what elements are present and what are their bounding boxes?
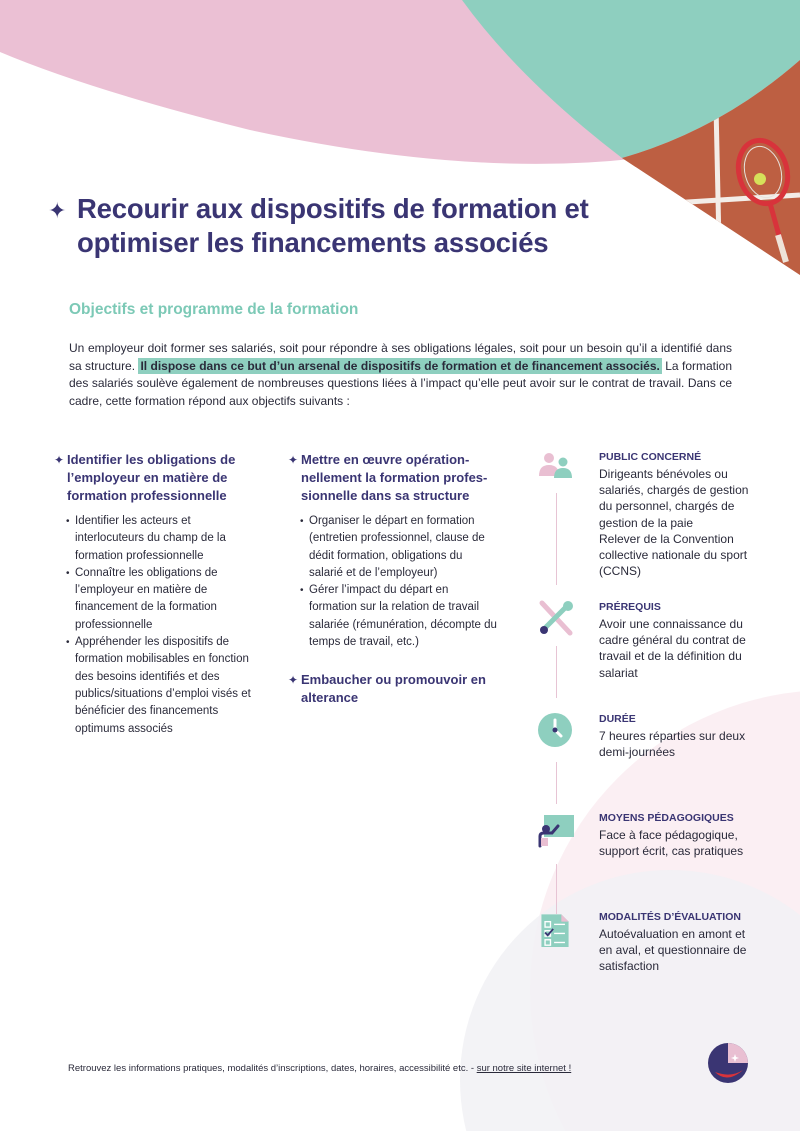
star-icon: ✦ [54, 453, 65, 467]
connector-line [556, 493, 557, 585]
objective-title [288, 671, 498, 707]
info-body: 7 heures réparties sur deux demi-journées [599, 729, 746, 760]
objective-bullets [54, 513, 262, 738]
teacher-board-icon [536, 810, 574, 848]
list-item: • Gérer l’impact du départ en formation sur la relation de travail salariée (rémunération, décompte du temps de travail, etc.) [300, 582, 498, 651]
objective-title [54, 451, 262, 505]
info-body: Dirigeants bénévoles ou salariés, chargés de gestion du personnel, chargés de gestion de la paie Relever de la Convention collective nationale du sport (CCNS) [599, 467, 749, 579]
connector-line [556, 646, 557, 698]
list-item: • Identifier les acteurs et interlocuteurs du champ de la formation professionnelle [66, 513, 262, 565]
info-body: Autoévaluation en amont et en aval, et questionnaire de satisfaction [599, 927, 747, 974]
brand-logo-icon [707, 1042, 749, 1084]
info-body: Avoir une connaissance du cadre général du contrat de travail et de la définition du salariat [599, 617, 746, 680]
info-heading: DURÉE [599, 713, 636, 725]
people-icon [536, 449, 574, 487]
objective-title-text: Identifier les obligations de l’employeur en matière de formation professionnelle [67, 452, 236, 503]
star-icon: ✦ [288, 673, 299, 688]
objective-column-1 [54, 451, 262, 738]
intro-text: Un employeur doit former ses salariés, soit pour répondre à ses obligations légales, soit pour un besoin qu’il a identifié dans sa structure. [69, 341, 732, 373]
list-item: • Connaître les obligations de l’employeur en matière de financement de la formation professionnelle [66, 565, 262, 634]
intro-text-end: La formation des salariés soulève également de nombreuses questions liées à l’impact qu’elle peut avoir sur le contrat de travail. Dans ce cadre, cette formation répond aux objectifs suivants : [69, 358, 733, 408]
objective-bullets [288, 513, 498, 651]
star-icon: ✦ [288, 453, 299, 467]
info-heading: PRÉREQUIS [599, 601, 661, 613]
info-body: Face à face pédagogique, support écrit, cas pratiques [599, 828, 744, 859]
checklist-icon [536, 909, 574, 947]
intro-paragraph [69, 340, 732, 410]
tools-icon [536, 599, 574, 637]
list-item: • Appréhender les dispositifs de formation mobilisables en fonction des besoins identifiés et des publics/situations d’emploi visés et bénéficier des financements optimums associés [66, 634, 262, 738]
clock-icon [536, 711, 574, 749]
connector-line [556, 762, 557, 804]
list-item: • Organiser le départ en formation (entretien professionnel, clause de dédit formation, obligations du salarié et de l’employeur) [300, 513, 498, 582]
footer-text: Retrouvez les informations pratiques, modalités d’inscriptions, dates, horaires, accessibilité etc. - [68, 1063, 477, 1074]
objective-title-text: Embaucher ou promouvoir en alterance [301, 672, 486, 706]
website-link[interactable]: sur notre site internet ! [476, 1063, 572, 1074]
title-star-icon: ✦ [48, 198, 67, 223]
section-title: Objectifs et programme de la formation [69, 301, 359, 318]
page-title: Recourir aux dispositifs de formation et optimiser les financements associés [77, 193, 589, 258]
info-heading: PUBLIC CONCERNÉ [599, 451, 702, 463]
objective-title-text: Mettre en œuvre opérationnellement la formation professionnelle dans sa structure [301, 452, 488, 503]
page-title-block [48, 192, 668, 260]
intro-highlight: Il dispose dans ce but d’un arsenal de dispositifs de formation et de financement associés. [140, 358, 660, 373]
footer [68, 1063, 571, 1074]
connector-line [556, 864, 557, 914]
info-heading: MOYENS PÉDAGOGIQUES [599, 812, 734, 824]
info-heading: MODALITÉS D’ÉVALUATION [599, 911, 741, 923]
objective-column-2 [288, 451, 498, 707]
objective-title [288, 451, 498, 505]
